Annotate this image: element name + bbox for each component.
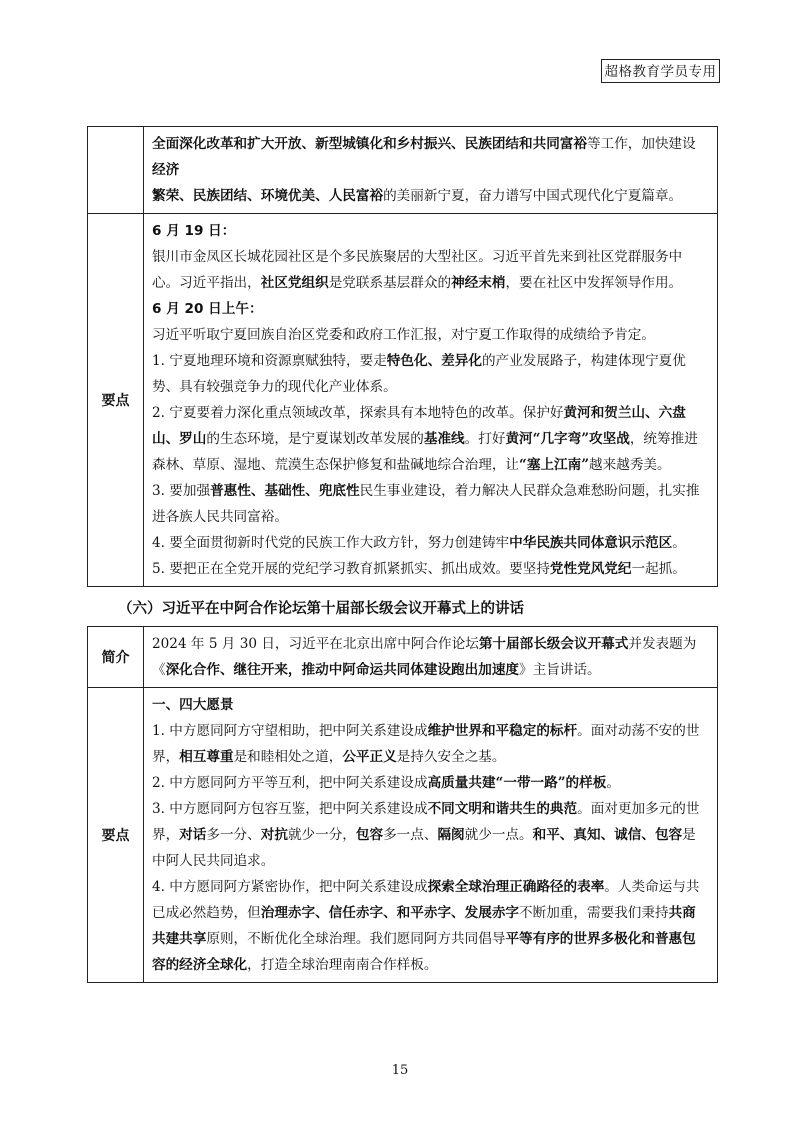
bold-text: 基准线 <box>423 431 465 447</box>
plain-text: 原则，不断优化全球治理。我们愿同阿方共同倡导 <box>206 931 506 947</box>
row-label-key-points: 要点 <box>88 214 144 587</box>
plain-text: 。打好 <box>464 431 506 447</box>
list-item <box>152 770 709 796</box>
plain-text: 4. 要全面贯彻新时代党的民族工作大政方针，努力创建铸牢 <box>152 535 510 551</box>
plain-text: 2024 年 5 月 30 日，习近平在北京出席中阿合作论坛 <box>152 636 479 652</box>
list-item <box>152 556 709 582</box>
bold-text: 繁荣、民族团结、环境优美、人民富裕 <box>152 188 384 204</box>
table-row <box>88 627 718 688</box>
paragraph <box>152 631 709 683</box>
plain-text: 是党联系基层群众的 <box>328 275 452 291</box>
plain-text: 是和睦相处之道， <box>233 749 343 765</box>
plain-text: 越来越秀美。 <box>589 457 671 473</box>
plain-text: 4. 中方愿同阿方紧密协作，把中阿关系建设成 <box>152 879 428 895</box>
plain-text: 一起抓。 <box>631 561 686 577</box>
intro-cell <box>144 627 718 688</box>
bold-text: 特色化、差异化 <box>386 353 482 369</box>
date-heading: 6 月 19 日： <box>152 223 236 239</box>
row-label-empty <box>88 127 144 214</box>
plain-text: 。面对更加多元的世界， <box>152 801 700 843</box>
row-label-intro: 简介 <box>88 627 144 688</box>
plain-text: ，打造全球治理南南合作样板。 <box>247 957 438 973</box>
bold-text: 黄河“几字弯”攻坚战 <box>505 431 630 447</box>
plain-text: 的美丽新宁夏，奋力谱写中国式现代化宁夏篇章。 <box>383 188 683 204</box>
table-row <box>88 127 718 214</box>
plain-text: 的生态环境，是宁夏谋划改革发展的 <box>206 431 424 447</box>
list-item <box>152 400 709 478</box>
continued-line-2 <box>152 183 709 209</box>
list-item <box>152 874 709 978</box>
plain-text: 1. 中方愿同阿方守望相助，把中阿关系建设成 <box>152 723 428 739</box>
page-number: 15 <box>391 1063 409 1078</box>
usage-stamp: 超格教育学员专用 <box>601 59 720 83</box>
bold-text: 和平、真知、诚信、包容 <box>532 827 683 843</box>
bold-text: 社区党组织 <box>260 275 329 291</box>
plain-text: 2. 中方愿同阿方平等互利，把中阿关系建设成 <box>152 775 428 791</box>
plain-text: 是持久安全之基。 <box>396 749 506 765</box>
bold-text: 探索全球治理正确路径的表率 <box>427 879 605 895</box>
table-row <box>88 688 718 983</box>
plain-text: 民生事业建设，着力解决人民群众急难愁盼问题，扎实推进各族人民共同富裕。 <box>152 483 700 525</box>
table-row <box>88 214 718 587</box>
bold-text: 相互尊重 <box>179 749 234 765</box>
bold-text: 经济 <box>152 162 180 178</box>
bold-text: 隔阂 <box>437 827 465 843</box>
bold-text: 公平正义 <box>342 749 397 765</box>
list-item <box>152 530 709 556</box>
date-heading: 6 月 20 日上午： <box>152 301 263 317</box>
plain-text: 不断加重，需要我们秉持 <box>519 905 669 921</box>
plain-text: 。面对动荡不安的世界， <box>152 723 700 765</box>
bold-text: 对抗 <box>260 827 288 843</box>
plain-text: 。 <box>672 535 686 551</box>
bold-text: 高质量共建“一带一路”的样板 <box>427 775 607 791</box>
bold-text: 黄河和贺兰山、六盘山、罗山 <box>152 405 686 447</box>
table-ningxia-inspection <box>87 126 718 587</box>
bold-text: 平等有序的世界多极化和普惠包容的经济全球化 <box>152 931 696 973</box>
plain-text: 2. 宁夏要着力深化重点领域改革，探索具有本地特色的改革。保护好 <box>152 405 564 421</box>
list-item <box>152 348 709 400</box>
row-label-key-points: 要点 <box>88 688 144 983</box>
list-item <box>152 796 709 874</box>
list-item <box>152 718 709 770</box>
plain-text: 3. 中方愿同阿方包容互鉴，把中阿关系建设成 <box>152 801 428 817</box>
bold-text: 神经末梢 <box>451 275 506 291</box>
bold-text: 中华民族共同体意识示范区 <box>509 535 673 551</box>
bold-text: 普惠性、基础性、兜底性 <box>210 483 360 499</box>
bold-text: 包容 <box>355 827 384 843</box>
plain-text: ，要在社区中发挥领导作用。 <box>505 275 683 291</box>
plain-text: 多一点、 <box>383 827 438 843</box>
plain-text: 银川市金凤区长城花园社区是个多民族聚居的大型社区。习近平首先来到社区党群服务中心。习近平指出， <box>152 249 683 291</box>
bold-text: 维护世界和平稳定的标杆 <box>427 723 578 739</box>
bold-text: 对话 <box>179 827 207 843</box>
continued-line-1 <box>152 131 709 183</box>
plain-text: 5. 要把正在全党开展的党纪学习教育抓紧抓实、抓出成效。要坚持 <box>152 561 550 577</box>
bold-text: 共商共建共享 <box>152 905 696 947</box>
paragraph: 习近平听取宁夏回族自治区党委和政府工作汇报，对宁夏工作取得的成绩给予肯定。 <box>152 327 655 343</box>
plain-text: 是中阿人民共同追求。 <box>152 827 696 869</box>
bold-text: 党性党风党纪 <box>549 561 632 577</box>
section-title: （六）习近平在中阿合作论坛第十届部长级会议开幕式上的讲话 <box>118 601 524 617</box>
bold-text: 治理赤字、信任赤字、和平赤字、发展赤字 <box>260 905 520 921</box>
bold-text: 不同文明和谐共生的典范 <box>427 801 578 817</box>
plain-text: 多一分、 <box>206 827 261 843</box>
plain-text: 并发表题为《 <box>152 636 697 678</box>
subheading: 一、四大愿景 <box>152 697 234 713</box>
key-points-cell <box>144 214 718 587</box>
table-china-arab-forum <box>87 626 718 983</box>
key-points-cell <box>144 688 718 983</box>
plain-text: 等工作，加快建设 <box>587 136 696 152</box>
plain-text: 3. 要加强 <box>152 483 211 499</box>
plain-text: 就少一分， <box>287 827 356 843</box>
plain-text: 就少一点。 <box>464 827 533 843</box>
plain-text: 》主旨讲话。 <box>519 662 601 678</box>
paragraph <box>152 244 709 296</box>
plain-text: 。 <box>606 775 620 791</box>
plain-text: 1. 宁夏地理环境和资源禀赋独特，要走 <box>152 353 387 369</box>
bold-text: 全面深化改革和扩大开放、新型城镇化和乡村振兴、民族团结和共同富裕 <box>152 136 587 152</box>
plain-text: ，统筹推进森林、草原、湿地、荒漠生态保护修复和盐碱地综合治理，让 <box>152 431 698 473</box>
plain-text: 的产业发展路子，构建体现宁夏优势、具有较强竞争力的现代化产业体系。 <box>152 353 686 395</box>
continued-text-cell <box>144 127 718 214</box>
bold-text: “塞上江南” <box>519 457 590 473</box>
list-item <box>152 478 709 530</box>
bold-text: 第十届部长级会议开幕式 <box>478 636 629 652</box>
plain-text: 。人类命运与共已成必然趋势，但 <box>152 879 700 921</box>
bold-text: 深化合作、继往开来，推动中阿命运共同体建设跑出加速度 <box>165 662 520 678</box>
